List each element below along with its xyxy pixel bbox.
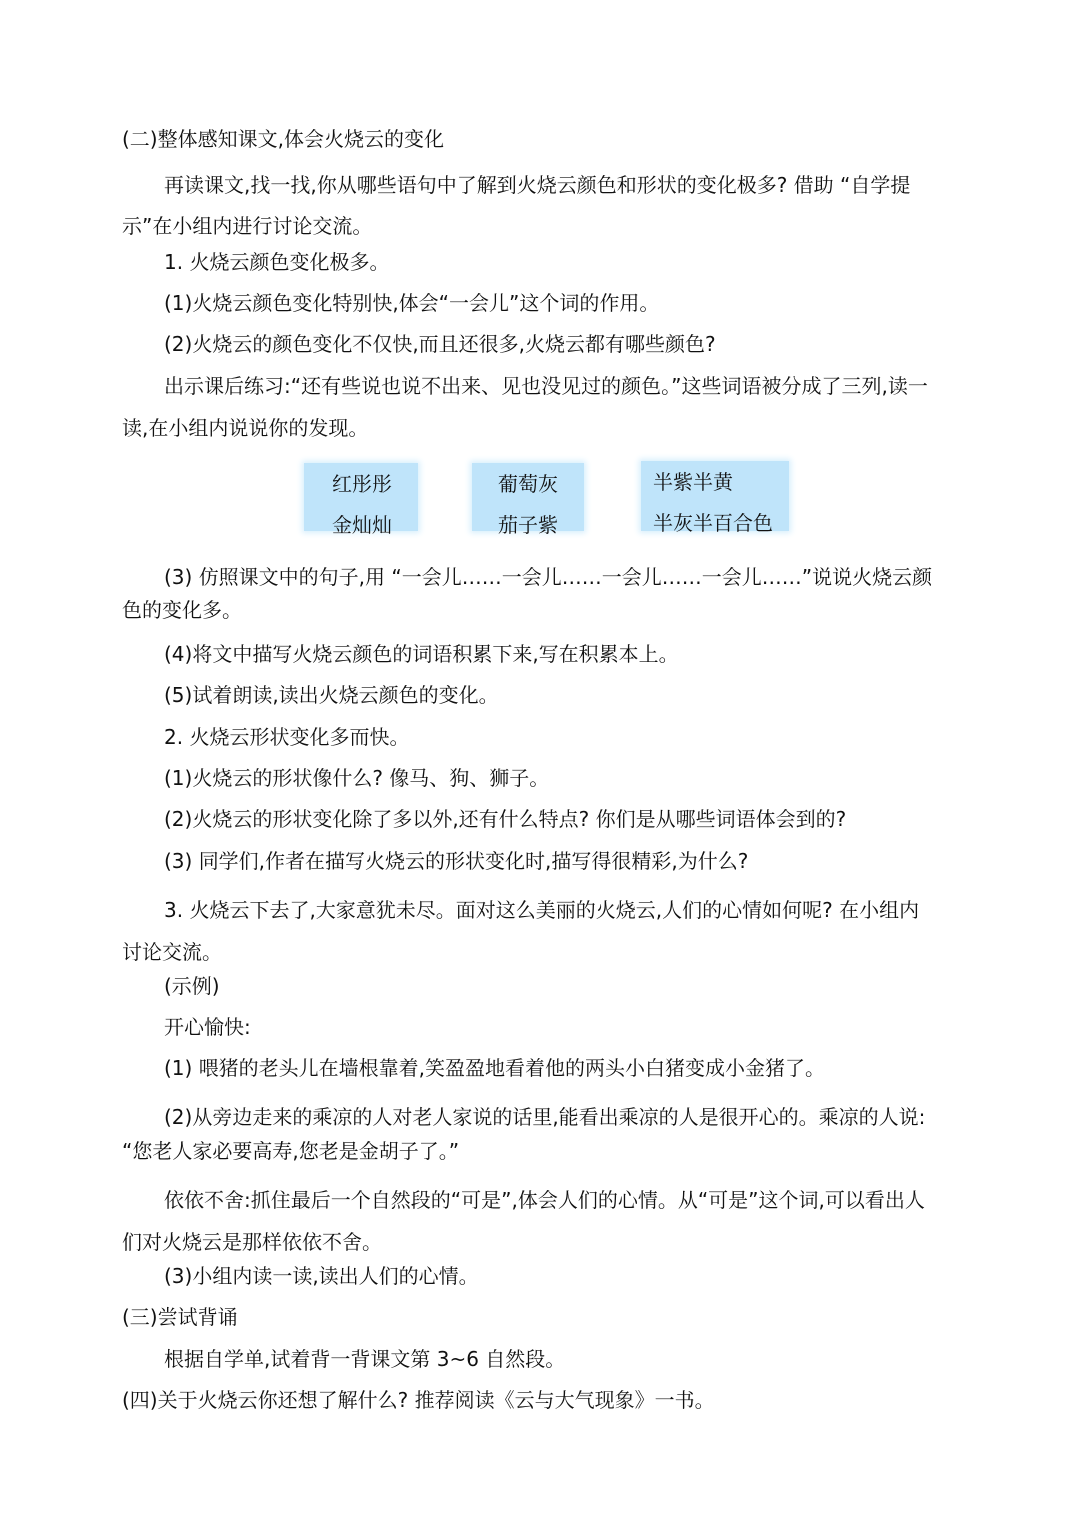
example-label: (示例): [164, 974, 220, 998]
paragraph-line: 色的变化多。: [122, 598, 242, 622]
list-item: (3) 仿照课文中的句子,用 “一会儿……一会儿……一会儿……一会儿……”说说火烧云颜: [164, 565, 933, 589]
paragraph-line: 出示课后练习:“还有些说也说不出来、见也没见过的颜色。”这些词语被分成了三列,读一: [164, 374, 928, 398]
paragraph-line: 根据自学单,试着背一背课文第 3~6 自然段。: [164, 1347, 566, 1371]
word-bottom: 半灰半百合色: [653, 511, 773, 535]
paragraph-line: 3. 火烧云下去了,大家意犹未尽。面对这么美丽的火烧云,人们的心情如何呢? 在小组内: [164, 898, 920, 922]
section-heading-4: (四)关于火烧云你还想了解什么? 推荐阅读《云与大气现象》一书。: [122, 1388, 715, 1412]
list-item: (5)试着朗读,读出火烧云颜色的变化。: [164, 683, 499, 707]
list-item: (2)火烧云的形状变化除了多以外,还有什么特点? 你们是从哪些词语体会到的?: [164, 807, 847, 831]
section-heading-2: (二)整体感知课文,体会火烧云的变化: [122, 127, 444, 151]
list-item: (1)火烧云的形状像什么? 像马、狗、狮子。: [164, 766, 550, 790]
paragraph-line: 再读课文,找一找,你从哪些语句中了解到火烧云颜色和形状的变化极多? 借助 “自学提: [164, 173, 911, 197]
paragraph-line: 们对火烧云是那样依依不舍。: [122, 1230, 382, 1254]
paragraph-line: “您老人家必要高寿,您老是金胡子了。”: [122, 1139, 460, 1163]
list-item: (3) 同学们,作者在描写火烧云的形状变化时,描写得很精彩,为什么?: [164, 849, 749, 873]
word-box-1: [304, 463, 418, 537]
paragraph-line: 依依不舍:抓住最后一个自然段的“可是”,体会人们的心情。从“可是”这个词,可以看出人: [164, 1188, 925, 1212]
section-heading-3: (三)尝试背诵: [122, 1305, 238, 1329]
paragraph-line: (2)从旁边走来的乘凉的人对老人家说的话里,能看出乘凉的人是很开心的。乘凉的人说:: [164, 1105, 926, 1129]
list-item: 2. 火烧云形状变化多而快。: [164, 725, 410, 749]
word-top: 葡萄灰: [498, 472, 558, 496]
paragraph-line: 讨论交流。: [122, 940, 222, 964]
word-bottom: 茄子紫: [498, 513, 558, 537]
list-item: (3)小组内读一读,读出人们的心情。: [164, 1264, 479, 1288]
subheading: 开心愉快:: [164, 1015, 251, 1039]
word-bottom: 金灿灿: [332, 513, 392, 537]
paragraph-line: 示”在小组内进行讨论交流。: [122, 214, 373, 238]
list-item: (2)火烧云的颜色变化不仅快,而且还很多,火烧云都有哪些颜色?: [164, 332, 716, 356]
list-item: (4)将文中描写火烧云颜色的词语积累下来,写在积累本上。: [164, 642, 679, 666]
word-box-3: [641, 461, 789, 535]
word-top: 红彤彤: [332, 472, 392, 496]
list-item: (1)火烧云颜色变化特别快,体会“一会儿”这个词的作用。: [164, 291, 660, 315]
list-item: (1) 喂猪的老头儿在墙根靠着,笑盈盈地看着他的两头小白猪变成小金猪了。: [164, 1056, 826, 1080]
paragraph-line: 读,在小组内说说你的发现。: [122, 416, 369, 440]
word-box-2: [472, 463, 584, 537]
list-item: 1. 火烧云颜色变化极多。: [164, 250, 390, 274]
word-top: 半紫半黄: [653, 470, 733, 494]
